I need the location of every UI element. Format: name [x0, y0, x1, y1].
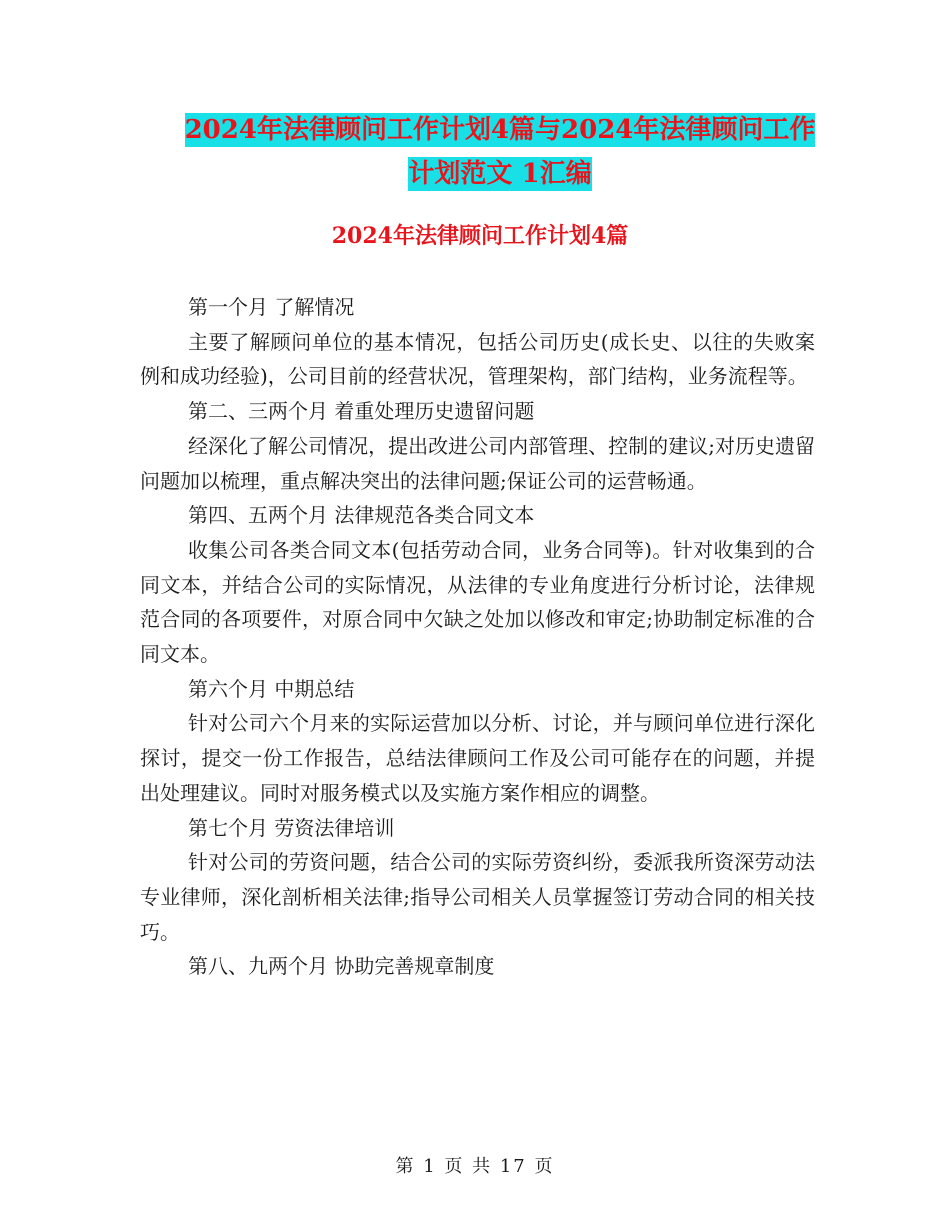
document-title-line-2: 计划范文 1汇编: [408, 159, 592, 189]
page-footer: 第 1 页 共 17 页: [395, 1156, 555, 1177]
section-heading-month-8-9: 第八、九两个月 协助完善规章制度: [188, 954, 495, 979]
section-heading-month-6: 第六个月 中期总结: [188, 676, 355, 701]
document-body: [140, 290, 815, 984]
section-paragraph-month-2-3: 经深化了解公司情况，提出改进公司内部管理、控制的建议;对历史遗留问题加以梳理，重点解决突出的法律问题;保证公司的运营畅通。: [140, 433, 815, 493]
section-paragraph-month-7: 针对公司的劳资问题，结合公司的实际劳资纠纷，委派我所资深劳动法专业律师，深化剖析相关法律;指导公司相关人员掌握签订劳动合同的相关技巧。: [140, 850, 815, 944]
section-heading-month-1: 第一个月 了解情况: [188, 295, 355, 319]
section-paragraph-month-6: 针对公司六个月来的实际运营加以分析、讨论，并与顾问单位进行深化探讨，提交一份工作报告，总结法律顾问工作及公司可能存在的问题，并提出处理建议。同时对服务模式以及实施方案作相应的调整。: [140, 711, 815, 805]
section-paragraph-month-4-5: 收集公司各类合同文本(包括劳动合同，业务合同等)。针对收集到的合同文本，并结合公司的实际情况，从法律的专业角度进行分析讨论，法律规范合同的各项要件，对原合同中欠缺之处加以修改和审定;协助制定标准的合同文本。: [140, 537, 815, 667]
section-heading-month-4-5: 第四、五两个月 法律规范各类合同文本: [188, 503, 535, 528]
section-heading-month-7: 第七个月 劳资法律培训: [188, 815, 395, 840]
document-title: [140, 108, 860, 196]
section-paragraph-month-1: 主要了解顾问单位的基本情况，包括公司历史(成长史、以往的失败案例和成功经验)，公司目前的经营状况，管理架构，部门结构，业务流程等。: [140, 329, 815, 389]
document-title-line-1: 2024年法律顾问工作计划4篇与2024年法律顾问工作: [184, 115, 816, 145]
section-title: 2024年法律顾问工作计划4篇: [331, 223, 629, 249]
section-heading-month-2-3: 第二、三两个月 着重处理历史遗留问题: [188, 399, 535, 424]
